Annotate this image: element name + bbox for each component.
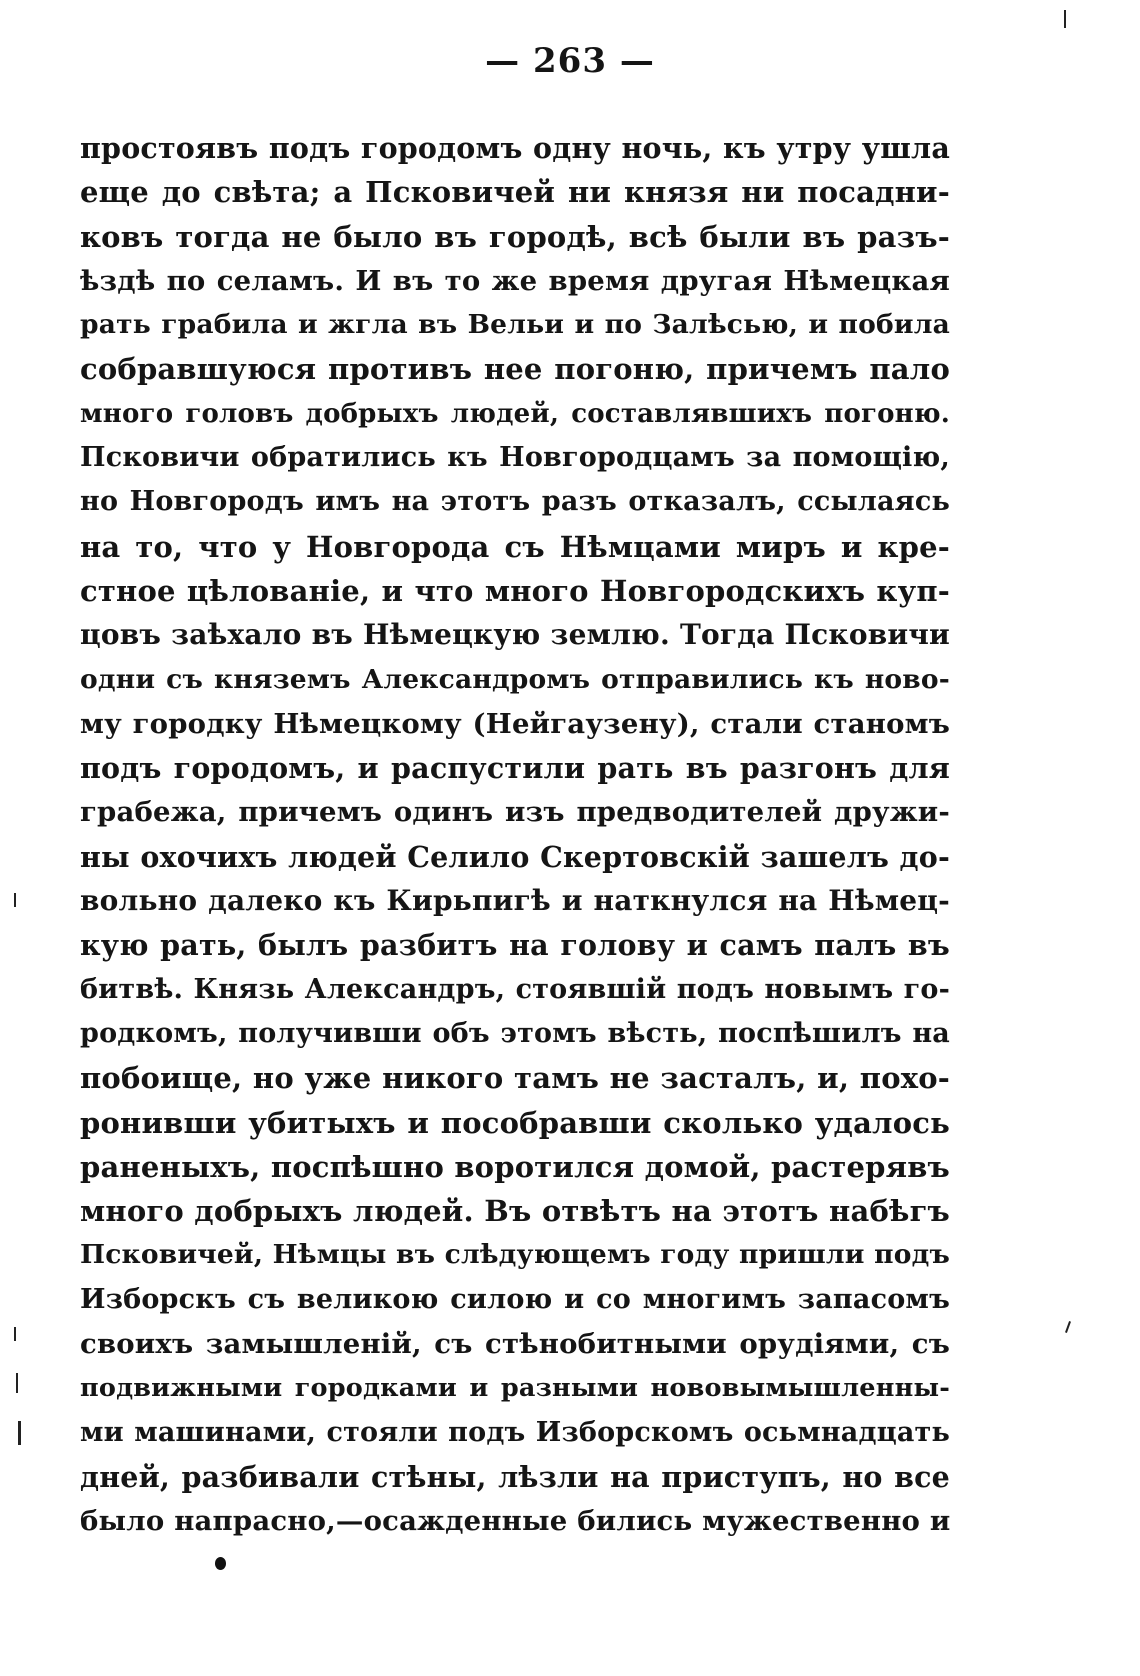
text-line: ны охочихъ людей Селило Скертовскій зашелъ до-: [80, 839, 950, 874]
text-line: дней, разбивали стѣны, лѣзли на приступъ, но все: [80, 1459, 950, 1494]
text-line: стное цѣлованіе, и что много Новгородскихъ куп-: [80, 573, 950, 608]
text-line: вольно далеко къ Кирьпигѣ и наткнулся на Нѣмец-: [80, 884, 950, 918]
text-line: побоище, но уже никого тамъ не засталъ, и, похо-: [80, 1061, 950, 1096]
margin-mark: [18, 1421, 21, 1445]
page-number: — 263 —: [485, 41, 655, 81]
body-text: [80, 126, 950, 1544]
text-line: подъ городомъ, и распустили рать въ разгонъ для: [80, 751, 950, 786]
text-line: Псковичи обратились къ Новгородцамъ за помощію,: [80, 442, 950, 474]
text-line: простоявъ подъ городомъ одну ночь, къ утру ушла: [80, 131, 950, 165]
ink-dot: [215, 1557, 226, 1570]
margin-mark: [1065, 1321, 1071, 1333]
text-line: му городку Нѣмецкому (Нейгаузену), стали станомъ: [80, 707, 950, 740]
text-line: своихъ замышленій, съ стѣнобитными орудіями, съ: [80, 1328, 950, 1361]
text-line: собравшуюся противъ нее погоню, причемъ пало: [80, 352, 950, 387]
text-line: но Новгородъ имъ на этотъ разъ отказалъ, ссылаясь: [80, 486, 950, 518]
text-line: битвѣ. Князь Александръ, стоявшій подъ новымъ го-: [80, 973, 950, 1005]
margin-mark: [14, 893, 16, 907]
margin-mark: [1064, 10, 1066, 28]
text-line: было напрасно,—осажденные бились мужественно и: [80, 1505, 951, 1538]
text-line: ронивши убитыхъ и пособравши сколько удалось: [80, 1105, 950, 1140]
text-line: много добрыхъ людей. Въ отвѣтъ на этотъ набѣгъ: [80, 1194, 950, 1229]
text-line: цовъ заѣхало въ Нѣмецкую землю. Тогда Псковичи: [80, 618, 950, 652]
text-line: Псковичей, Нѣмцы въ слѣдующемъ году пришли подъ: [80, 1239, 950, 1271]
text-line: на то, что у Новгорода съ Нѣмцами миръ и кре-: [80, 529, 950, 564]
text-line: ковъ тогда не было въ городѣ, всѣ были въ разъ-: [80, 219, 950, 254]
text-line: ми машинами, стояли подъ Изборскомъ осьмнадцать: [80, 1416, 950, 1448]
text-line: Изборскъ съ великою силою и со многимъ запасомъ: [80, 1283, 950, 1315]
text-line: кую рать, былъ разбитъ на голову и самъ палъ въ: [80, 928, 950, 963]
text-line: раненыхъ, поспѣшно воротился домой, растерявъ: [80, 1149, 950, 1184]
text-line: подвижными городками и разными нововымышленны-: [80, 1373, 950, 1404]
text-line: еще до свѣта; а Псковичей ни князя ни посадни-: [80, 175, 950, 210]
text-line: родкомъ, получивши объ этомъ вѣсть, поспѣшилъ на: [80, 1017, 950, 1049]
margin-mark: [16, 1373, 18, 1393]
text-line: рать грабила и жгла въ Вельи и по Залѣсью, и побила: [80, 309, 950, 341]
text-line: грабежа, причемъ одинъ изъ предводителей дружи-: [80, 796, 950, 829]
text-line: ѣздѣ по селамъ. И въ то же время другая Нѣмецкая: [80, 264, 950, 297]
text-line: одни съ княземъ Александромъ отправились къ ново-: [80, 663, 950, 695]
text-line: много головъ добрыхъ людей, составлявшихъ погоню.: [80, 398, 950, 429]
margin-mark: [14, 1327, 16, 1341]
